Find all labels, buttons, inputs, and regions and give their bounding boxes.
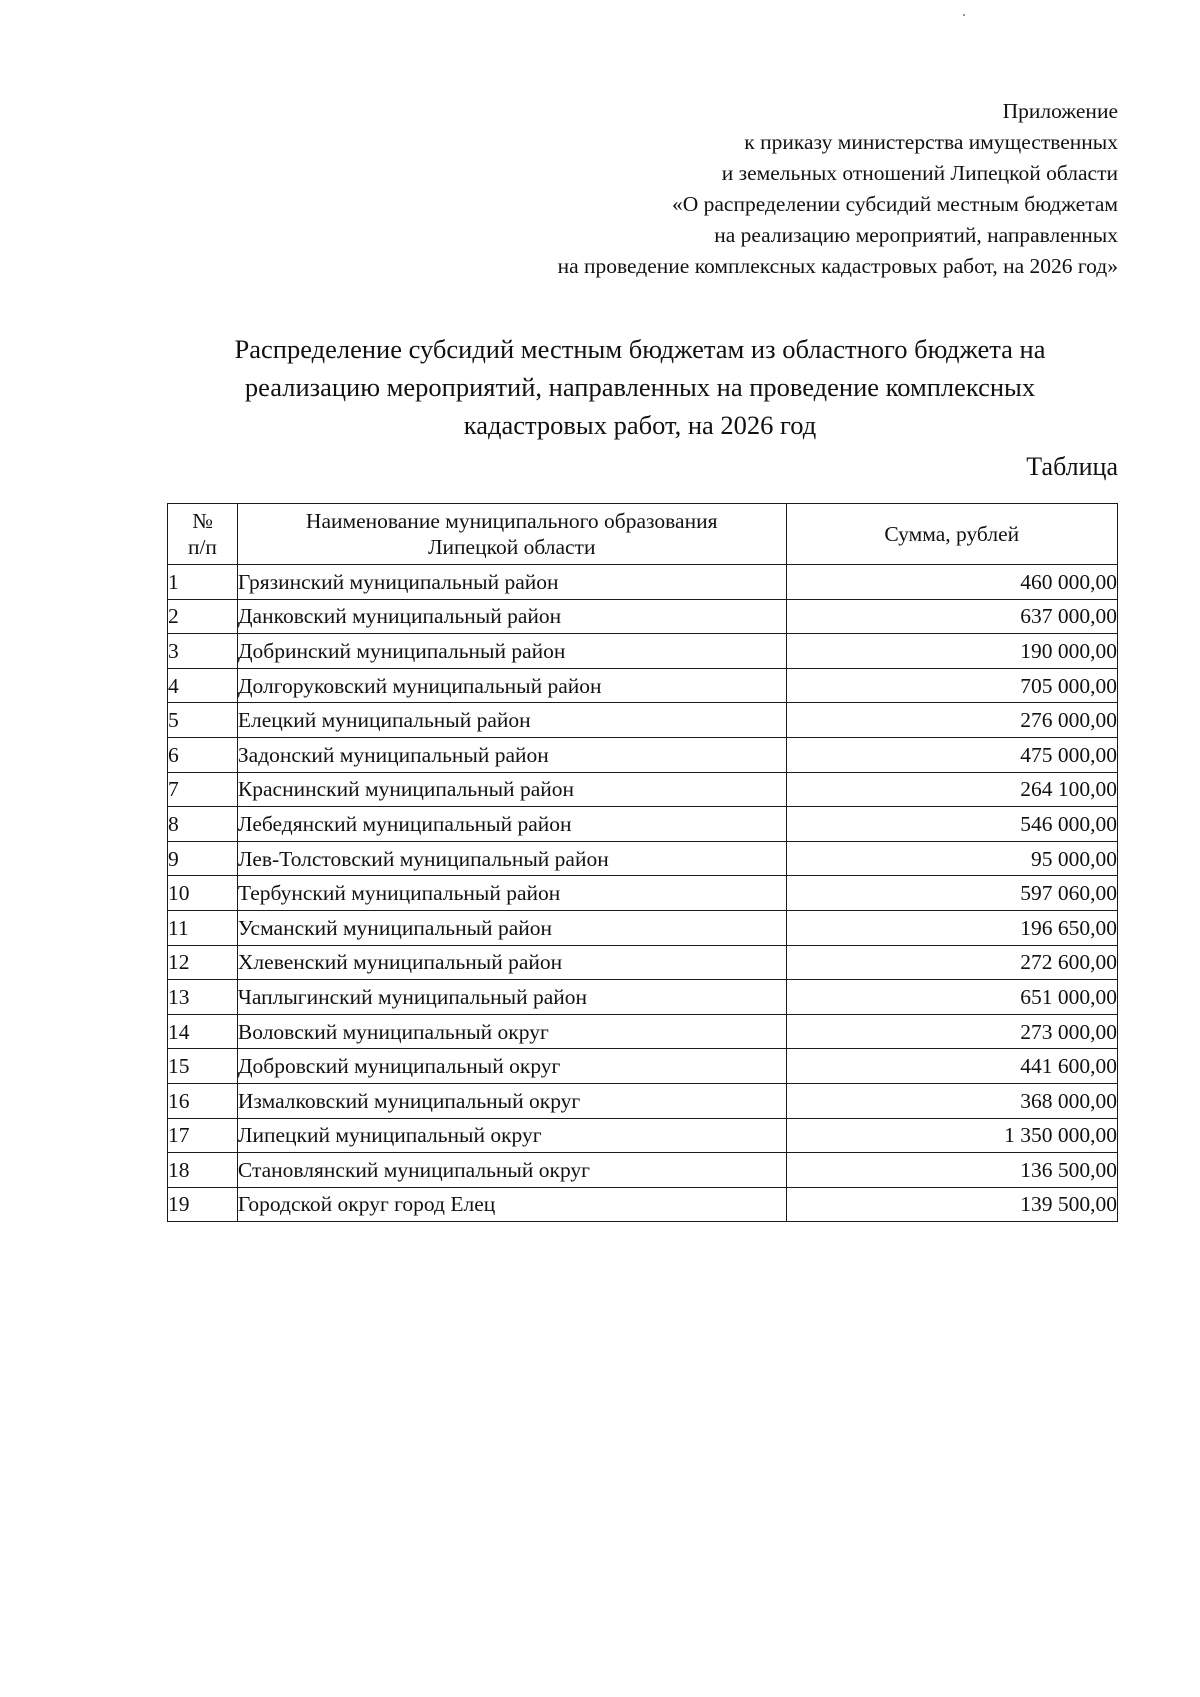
municipality-name: Добровский муниципальный округ [237,1049,786,1084]
municipality-name: Данковский муниципальный район [237,599,786,634]
table-body [168,565,1118,1222]
row-number: 15 [168,1049,238,1084]
row-number: 17 [168,1118,238,1153]
row-number: 2 [168,599,238,634]
appendix-line: и земельных отношений Липецкой области [721,161,1118,185]
title-line: реализацию мероприятий, направленных на проведение комплексных [244,372,1036,402]
table-row [168,565,1118,600]
row-number: 18 [168,1153,238,1188]
table-row [168,772,1118,807]
row-number: 1 [168,565,238,600]
appendix-line: Приложение [1002,99,1118,123]
municipality-name: Городской округ город Елец [237,1187,786,1222]
subsidy-sum: 637 000,00 [786,599,1117,634]
header-name [237,504,786,565]
header-number-abbr: п/п [187,535,217,559]
row-number: 10 [168,876,238,911]
table-row [168,634,1118,669]
document-title [160,330,1120,444]
subsidy-sum: 1 350 000,00 [786,1118,1117,1153]
appendix-line: «О распределении субсидий местным бюджетам [671,192,1118,216]
table-row [168,599,1118,634]
municipality-name: Липецкий муниципальный округ [237,1118,786,1153]
subsidy-sum: 546 000,00 [786,807,1117,842]
row-number: 9 [168,841,238,876]
subsidy-sum: 475 000,00 [786,737,1117,772]
municipality-name: Воловский муниципальный округ [237,1014,786,1049]
title-line: кадастровых работ, на 2026 год [463,410,817,440]
row-number: 14 [168,1014,238,1049]
header-sum: Сумма, рублей [786,504,1117,565]
row-number: 4 [168,668,238,703]
header-number [168,504,238,565]
appendix-line: на реализацию мероприятий, направленных [714,223,1118,247]
appendix-header [418,96,1118,282]
municipality-name: Лебедянский муниципальный район [237,807,786,842]
table-row [168,703,1118,738]
row-number: 7 [168,772,238,807]
appendix-line: на проведение комплексных кадастровых работ, на 2026 год» [557,254,1118,278]
municipality-name: Тербунский муниципальный район [237,876,786,911]
subsidy-distribution-table [167,503,1118,1222]
subsidy-sum: 368 000,00 [786,1083,1117,1118]
row-number: 13 [168,980,238,1015]
row-number: 6 [168,737,238,772]
table-row [168,668,1118,703]
subsidy-sum: 190 000,00 [786,634,1117,669]
municipality-name: Задонский муниципальный район [237,737,786,772]
subsidy-sum: 276 000,00 [786,703,1117,738]
municipality-name: Елецкий муниципальный район [237,703,786,738]
row-number: 3 [168,634,238,669]
municipality-name: Лев-Толстовский муниципальный район [237,841,786,876]
municipality-name: Становлянский муниципальный округ [237,1153,786,1188]
row-number: 12 [168,945,238,980]
municipality-name: Чаплыгинский муниципальный район [237,980,786,1015]
table-row [168,1187,1118,1222]
table-label: Таблица [1026,452,1118,481]
table-row [168,841,1118,876]
subsidy-sum: 196 650,00 [786,910,1117,945]
row-number: 16 [168,1083,238,1118]
subsidy-sum: 95 000,00 [786,841,1117,876]
subsidy-sum: 597 060,00 [786,876,1117,911]
subsidy-sum: 460 000,00 [786,565,1117,600]
header-name-line2: Липецкой области [427,535,596,559]
table-row [168,1014,1118,1049]
row-number: 8 [168,807,238,842]
row-number: 11 [168,910,238,945]
table-header-row [168,504,1118,565]
appendix-line: к приказу министерства имущественных [744,130,1118,154]
table-row [168,980,1118,1015]
municipality-name: Долгоруковский муниципальный район [237,668,786,703]
subsidy-sum: 705 000,00 [786,668,1117,703]
table-row [168,876,1118,911]
table-row [168,807,1118,842]
subsidy-sum: 441 600,00 [786,1049,1117,1084]
municipality-name: Грязинский муниципальный район [237,565,786,600]
title-line: Распределение субсидий местным бюджетам из областного бюджета на [234,334,1046,364]
table-row [168,910,1118,945]
table-row [168,1083,1118,1118]
header-name-line1: Наименование муниципального образования [305,509,718,533]
municipality-name: Добринский муниципальный район [237,634,786,669]
table-row [168,1153,1118,1188]
municipality-name: Усманский муниципальный район [237,910,786,945]
scan-speck [963,14,965,16]
table-row [168,1118,1118,1153]
subsidy-sum: 273 000,00 [786,1014,1117,1049]
row-number: 5 [168,703,238,738]
table-row [168,1049,1118,1084]
row-number: 19 [168,1187,238,1222]
municipality-name: Измалковский муниципальный округ [237,1083,786,1118]
subsidy-sum: 272 600,00 [786,945,1117,980]
subsidy-sum: 264 100,00 [786,772,1117,807]
subsidy-sum: 651 000,00 [786,980,1117,1015]
table-row [168,737,1118,772]
table-row [168,945,1118,980]
subsidy-sum: 136 500,00 [786,1153,1117,1188]
header-number-symbol: № [192,509,213,533]
municipality-name: Хлевенский муниципальный район [237,945,786,980]
subsidy-sum: 139 500,00 [786,1187,1117,1222]
municipality-name: Краснинский муниципальный район [237,772,786,807]
